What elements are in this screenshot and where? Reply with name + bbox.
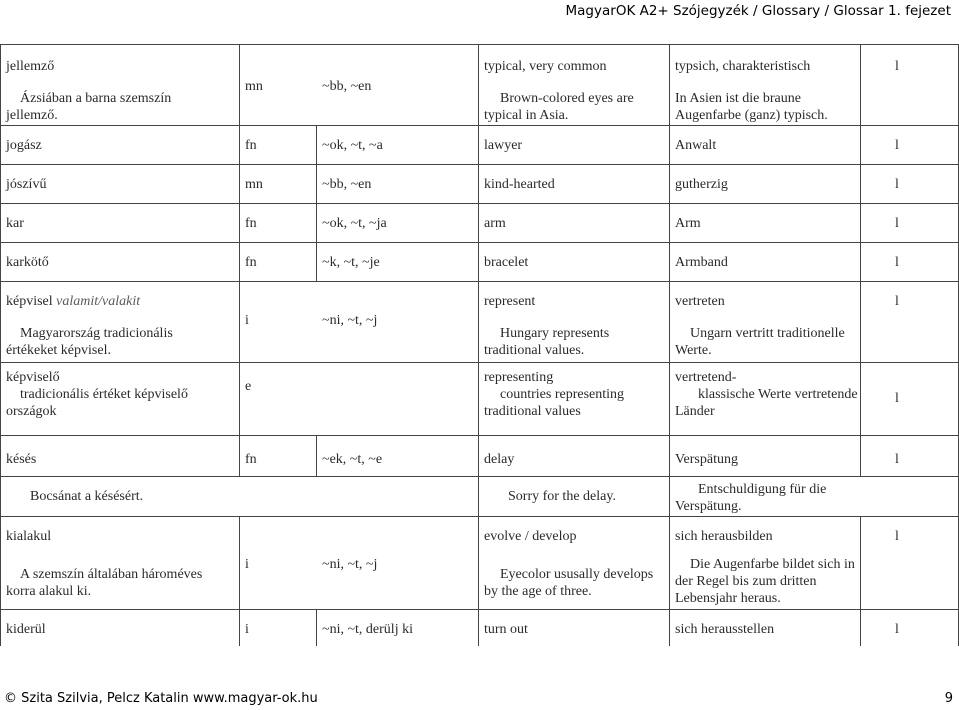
example-en: typical in Asia. — [484, 108, 569, 123]
level-mark: l — [895, 294, 899, 309]
example-hu: Bocsánat a késésért. — [30, 489, 144, 504]
example-de: Verspätung. — [675, 499, 742, 514]
page-number: 9 — [944, 691, 953, 706]
word-forms: ~ni, ~t, ~j — [322, 313, 378, 328]
example-en: traditional values — [484, 404, 581, 419]
level-mark: l — [895, 622, 899, 637]
word-forms: ~bb, ~en — [322, 177, 372, 192]
example-de: Lebensjahr heraus. — [675, 591, 781, 606]
word-forms: ~ek, ~t, ~e — [322, 452, 383, 467]
example-de: Ungarn vertritt traditionelle — [690, 326, 845, 341]
word-forms: ~ok, ~t, ~ja — [322, 216, 387, 231]
german-translation: Arm — [675, 216, 701, 231]
headword: jogász — [6, 138, 42, 153]
word-forms: ~ni, ~t, ~j — [322, 557, 378, 572]
german-translation: vertreten — [675, 294, 725, 309]
headword-argument: valamit/valakit — [56, 294, 141, 309]
headword — [6, 293, 140, 310]
page-header-title: MagyarOK A2+ Szójegyzék / Glossary / Glossar 1. fejezet — [565, 3, 951, 19]
english-translation: represent — [484, 294, 536, 309]
example-de: Die Augenfarbe bildet sich in — [690, 557, 855, 572]
example-hu: A szemszín általában hároméves — [20, 567, 203, 582]
english-translation: arm — [484, 216, 506, 231]
german-translation: sich herausbilden — [675, 529, 773, 544]
english-translation: bracelet — [484, 255, 529, 270]
german-translation: typsich, charakteristisch — [675, 59, 811, 74]
headword: jellemző — [6, 59, 55, 74]
german-translation: vertretend- — [675, 370, 737, 385]
example-hu: Magyarország tradicionális — [20, 326, 173, 341]
example-de: Werte. — [675, 343, 712, 358]
part-of-speech: mn — [245, 79, 263, 94]
level-mark: l — [895, 59, 899, 74]
level-mark: l — [895, 177, 899, 192]
part-of-speech: i — [245, 313, 249, 328]
part-of-speech: i — [245, 622, 249, 637]
example-hu: országok — [6, 404, 57, 419]
part-of-speech: fn — [245, 138, 257, 153]
german-translation: sich herausstellen — [675, 622, 775, 637]
example-en: Hungary represents — [500, 326, 610, 341]
english-translation: kind-hearted — [484, 177, 555, 192]
english-translation: evolve / develop — [484, 529, 577, 544]
example-en: by the age of three. — [484, 584, 592, 599]
part-of-speech: e — [245, 379, 252, 394]
word-forms: ~ni, ~t, derülj ki — [322, 622, 413, 637]
example-en: countries representing — [500, 387, 625, 402]
example-en: Eyecolor ususally develops — [500, 567, 654, 582]
part-of-speech: fn — [245, 216, 257, 231]
german-translation: Armband — [675, 255, 728, 270]
example-de: klassische Werte vertretende — [698, 387, 858, 402]
english-translation: representing — [484, 370, 554, 385]
headword: késés — [6, 452, 37, 467]
level-mark: l — [895, 255, 899, 270]
level-mark: l — [895, 138, 899, 153]
english-translation: delay — [484, 452, 515, 467]
example-en: traditional values. — [484, 343, 585, 358]
part-of-speech: i — [245, 557, 249, 572]
german-translation: Anwalt — [675, 138, 717, 153]
level-mark: l — [895, 216, 899, 231]
example-hu: tradicionális értéket képviselő — [20, 387, 188, 402]
english-translation: turn out — [484, 622, 528, 637]
example-hu: értékeket képvisel. — [6, 343, 111, 358]
footer-credit: © Szita Szilvia, Pelcz Katalin www.magyar-ok.hu — [4, 691, 318, 706]
word-forms: ~k, ~t, ~je — [322, 255, 380, 270]
example-de: der Regel bis zum dritten — [675, 574, 817, 589]
example-hu: korra alakul ki. — [6, 584, 92, 599]
level-mark: l — [895, 391, 899, 406]
headword: kar — [6, 216, 24, 231]
headword: kiderül — [6, 622, 46, 637]
german-translation: gutherzig — [675, 177, 728, 192]
example-hu: Ázsiában a barna szemszín — [20, 91, 172, 106]
part-of-speech: fn — [245, 255, 257, 270]
level-mark: l — [895, 452, 899, 467]
example-hu: jellemző. — [6, 108, 58, 123]
part-of-speech: mn — [245, 177, 263, 192]
example-en: Brown-colored eyes are — [500, 91, 634, 106]
example-de: In Asien ist die braune — [675, 91, 801, 106]
example-de: Augenfarbe (ganz) typisch. — [675, 108, 828, 123]
part-of-speech: fn — [245, 452, 257, 467]
example-en: Sorry for the delay. — [508, 489, 616, 504]
english-translation: typical, very common — [484, 59, 607, 74]
example-de: Länder — [675, 404, 715, 419]
word-forms: ~bb, ~en — [322, 79, 372, 94]
german-translation: Verspätung — [675, 452, 738, 467]
headword: karkötő — [6, 255, 49, 270]
word-forms: ~ok, ~t, ~a — [322, 138, 383, 153]
headword: képviselő — [6, 370, 60, 385]
headword: jószívű — [6, 177, 47, 192]
level-mark: l — [895, 529, 899, 544]
headword: kialakul — [6, 529, 52, 544]
headword-text: képvisel — [6, 294, 53, 309]
english-translation: lawyer — [484, 138, 523, 153]
example-de: Entschuldigung für die — [698, 482, 827, 497]
